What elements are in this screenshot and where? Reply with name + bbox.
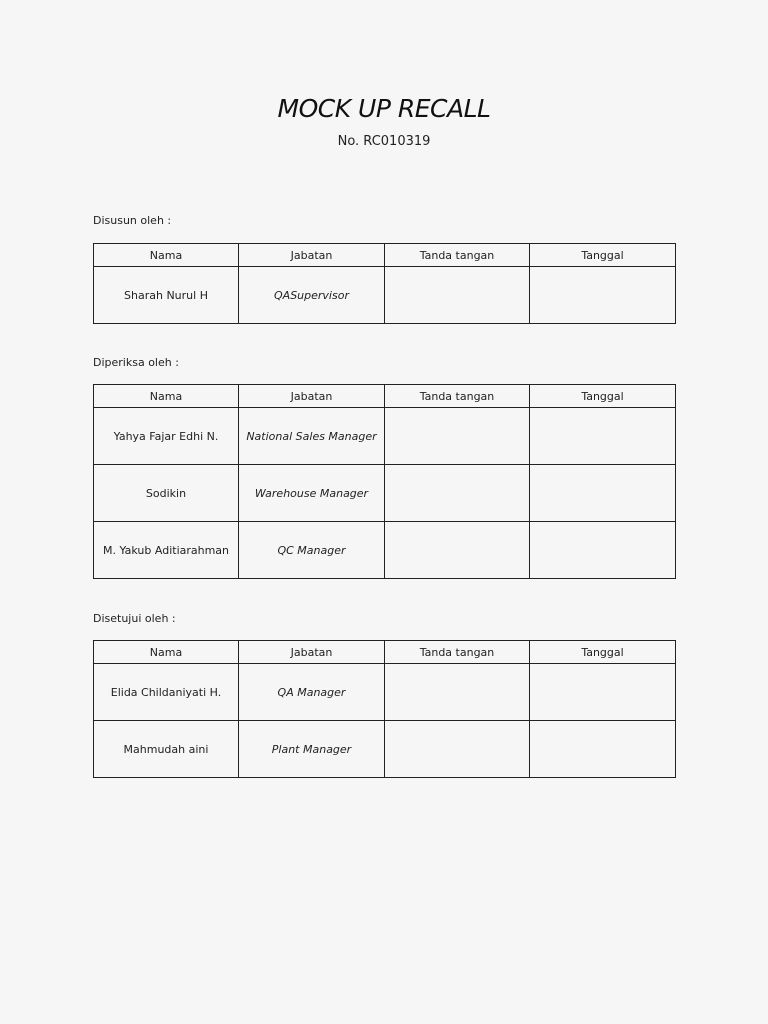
name-cell: Elida Childaniyati H. xyxy=(94,664,239,721)
column-header-signature: Tanda tangan xyxy=(385,641,530,664)
column-header-name: Nama xyxy=(94,385,239,408)
position-cell: Warehouse Manager xyxy=(239,465,385,522)
column-header-signature: Tanda tangan xyxy=(385,244,530,267)
signature-cell[interactable] xyxy=(385,408,530,465)
table-row xyxy=(94,267,676,324)
column-header-position: Jabatan xyxy=(239,244,385,267)
name-cell: Sharah Nurul H xyxy=(94,267,239,324)
section-label-checked: Diperiksa oleh : xyxy=(93,356,179,369)
table-header-row xyxy=(94,641,676,664)
column-header-date: Tanggal xyxy=(530,641,676,664)
signature-cell[interactable] xyxy=(385,664,530,721)
name-cell: Mahmudah aini xyxy=(94,721,239,778)
table-row xyxy=(94,522,676,579)
table-row xyxy=(94,408,676,465)
table-header-row xyxy=(94,385,676,408)
section-label-approved: Disetujui oleh : xyxy=(93,612,176,625)
signature-cell[interactable] xyxy=(385,267,530,324)
position-cell: QC Manager xyxy=(239,522,385,579)
table-row xyxy=(94,664,676,721)
document-title: MOCK UP RECALL xyxy=(277,94,491,123)
name-cell: Yahya Fajar Edhi N. xyxy=(94,408,239,465)
signature-cell[interactable] xyxy=(385,721,530,778)
column-header-name: Nama xyxy=(94,641,239,664)
column-header-date: Tanggal xyxy=(530,385,676,408)
date-cell[interactable] xyxy=(530,522,676,579)
column-header-position: Jabatan xyxy=(239,385,385,408)
signature-cell[interactable] xyxy=(385,465,530,522)
table-header-row xyxy=(94,244,676,267)
prepared-by-table xyxy=(93,243,676,324)
name-cell: M. Yakub Aditiarahman xyxy=(94,522,239,579)
signature-cell[interactable] xyxy=(385,522,530,579)
position-cell: Plant Manager xyxy=(239,721,385,778)
column-header-signature: Tanda tangan xyxy=(385,385,530,408)
position-cell: QASupervisor xyxy=(239,267,385,324)
date-cell[interactable] xyxy=(530,664,676,721)
column-header-date: Tanggal xyxy=(530,244,676,267)
document-number: No. RC010319 xyxy=(337,134,431,149)
date-cell[interactable] xyxy=(530,465,676,522)
column-header-name: Nama xyxy=(94,244,239,267)
column-header-position: Jabatan xyxy=(239,641,385,664)
date-cell[interactable] xyxy=(530,408,676,465)
name-cell: Sodikin xyxy=(94,465,239,522)
approved-by-table xyxy=(93,640,676,778)
checked-by-table xyxy=(93,384,676,579)
section-label-prepared: Disusun oleh : xyxy=(93,214,172,227)
date-cell[interactable] xyxy=(530,721,676,778)
date-cell[interactable] xyxy=(530,267,676,324)
table-row xyxy=(94,721,676,778)
position-cell: QA Manager xyxy=(239,664,385,721)
table-row xyxy=(94,465,676,522)
position-cell: National Sales Manager xyxy=(239,408,385,465)
